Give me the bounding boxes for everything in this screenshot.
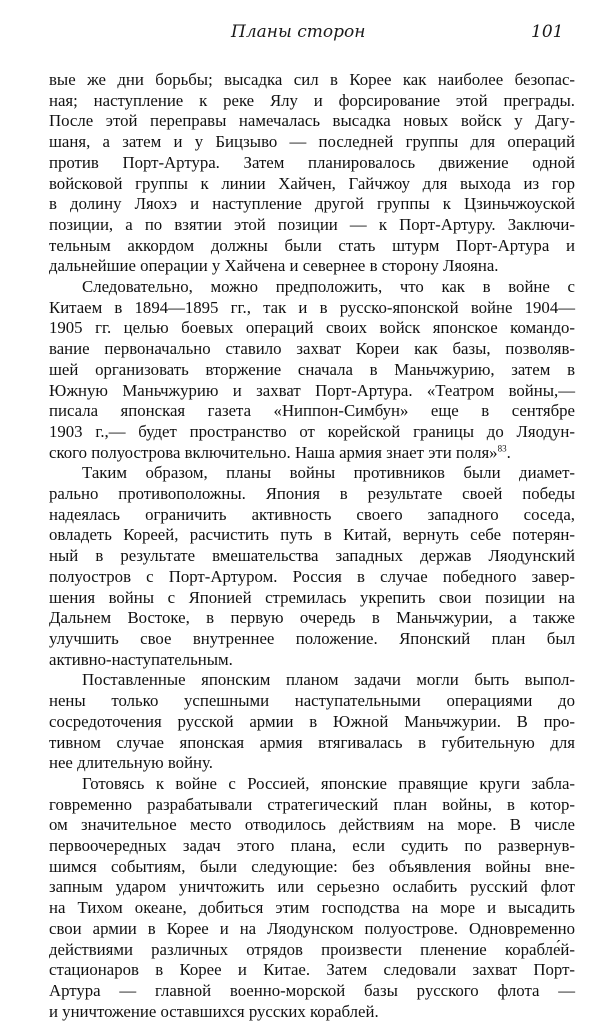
text-line: Южную Маньчжурию и захват Порт-Артура. «Театром войны,— — [49, 380, 575, 400]
running-title: Планы сторон — [231, 22, 366, 42]
text-line: против Порт-Артура. Затем планировалось движение одной — [49, 152, 575, 172]
text-line: запным ударом уничтожить или серьезно ослабить русский флот — [49, 877, 575, 897]
text-line: После этой переправы намечалась высадка новых войск у Дагу- — [49, 111, 575, 131]
text-line: говременно разрабатывали стратегический план войны, в котор- — [49, 794, 575, 814]
text-line: Поставленные японским планом задачи могли быть выпол- — [82, 670, 575, 690]
text-line: улучшить свое внутреннее положение. Японский план был — [49, 628, 575, 648]
text-line: Артура — главной военно-морской базы русского флота — — [49, 980, 575, 1000]
text-line: тивном случае японская армия втягивалась в губительную для — [49, 732, 575, 752]
text-line: 1903 г.,— будет пространство от корейской границы до Ляодун- — [49, 421, 575, 441]
text-line: нены только успешными наступательными операциями до — [49, 691, 575, 711]
text-line: нее длительную войну. — [49, 753, 213, 773]
text-line: на Тихом океане, добиться этим господства на море и высадить — [49, 898, 575, 918]
text-line: Таким образом, планы войны противников были диамет- — [82, 463, 575, 483]
text-line: действиями различных отрядов произвести пленение корабле́й- — [49, 939, 575, 959]
text-line: ная; наступление к реке Ялу и форсирование этой преграды. — [49, 90, 575, 110]
running-header — [0, 22, 600, 46]
text-line: Готовясь к войне с Россией, японские правящие круги забла- — [82, 773, 575, 793]
text-line: Китаем в 1894—1895 гг., так и в русско-японской войне 1904— — [49, 297, 575, 317]
text-line: рально противоположны. Япония в результате своей победы — [49, 484, 575, 504]
text-line: активно-наступательным. — [49, 649, 233, 669]
text-line: ный в результате вмешательства западных держав Ляодунский — [49, 546, 575, 566]
page-number: 101 — [531, 22, 564, 42]
text-line: шимся событиям, были следующие: без объявления войны вне- — [49, 856, 575, 876]
footnote-marker: 83 — [497, 443, 507, 454]
text-line: ского полуострова включительно. Наша армия знает эти поля» — [49, 442, 498, 462]
text-line: первоочередных задач этого плана, если судить по развернув- — [49, 836, 575, 856]
text-line: полуостров с Порт-Артуром. Россия в случае победного завер- — [49, 566, 575, 586]
text-line: Следовательно, можно предположить, что как в войне с — [82, 277, 575, 297]
text-line: шей организовать вторжение сначала в Маньчжурию, затем в — [49, 359, 575, 379]
text-line: вые же дни борьбы; высадка сил в Корее как наиболее безопас- — [49, 70, 575, 89]
text-line: овладеть Кореей, расчистить путь в Китай, вернуть себе потерян- — [49, 525, 575, 545]
text-line: шения войны с Японией стремилась укрепить свои позиции на — [49, 587, 575, 607]
text-line: дальнейшие операции у Хайчена и севернее в сторону Ляояна. — [49, 256, 499, 276]
body-text — [49, 70, 575, 1022]
text-line: ом значительное место отводилось действиям на море. В числе — [49, 815, 575, 835]
paragraph-2 — [49, 277, 575, 463]
text-line: сосредоточения русской армии в Южной Маньчжурии. В про- — [49, 711, 575, 731]
paragraph-4 — [49, 670, 575, 774]
paragraph-1 — [49, 70, 575, 277]
paragraph-3 — [49, 463, 575, 670]
text-line: войсковой группы к линии Хайчен, Гайчжоу для выхода из гор — [49, 173, 575, 193]
text-line: писала японская газета «Ниппон-Симбун» еще в сентябре — [49, 401, 575, 421]
text-line: позиции, а по взятии этой позиции — к Порт-Артуру. Заключи- — [49, 214, 575, 234]
text-line: Дальнем Востоке, в первую очередь в Маньчжурии, а также — [49, 608, 575, 628]
text-line: тельным аккордом должны были стать штурм Порт-Артура и — [49, 235, 575, 255]
text-line: надеялась ограничить активность своего западного соседа, — [49, 504, 575, 524]
text-line: в долину Ляохэ и наступление другой группы к Цзиньчжоуской — [49, 194, 575, 214]
text-line: стационаров в Корее и Китае. Затем следовали захват Порт- — [49, 960, 575, 980]
paragraph-5 — [49, 774, 575, 1022]
text-line-with-footnote: ского полуострова включительно. Наша армия знает эти поля»$^{83}$. — [49, 442, 511, 462]
text-line: шаня, а затем и у Бицзыво — последней группы для операций — [49, 132, 575, 152]
text-line: вание первоначально ставило захват Кореи как базы, позволяв- — [49, 339, 575, 359]
text-line: и уничтожение оставшихся русских кораблей. — [49, 1001, 379, 1021]
text-line: 1905 гг. целью боевых операций своих войск японское командо- — [49, 318, 575, 338]
text-line: свои армии в Корее и на Ляодунском полуострове. Одновременно — [49, 918, 575, 938]
